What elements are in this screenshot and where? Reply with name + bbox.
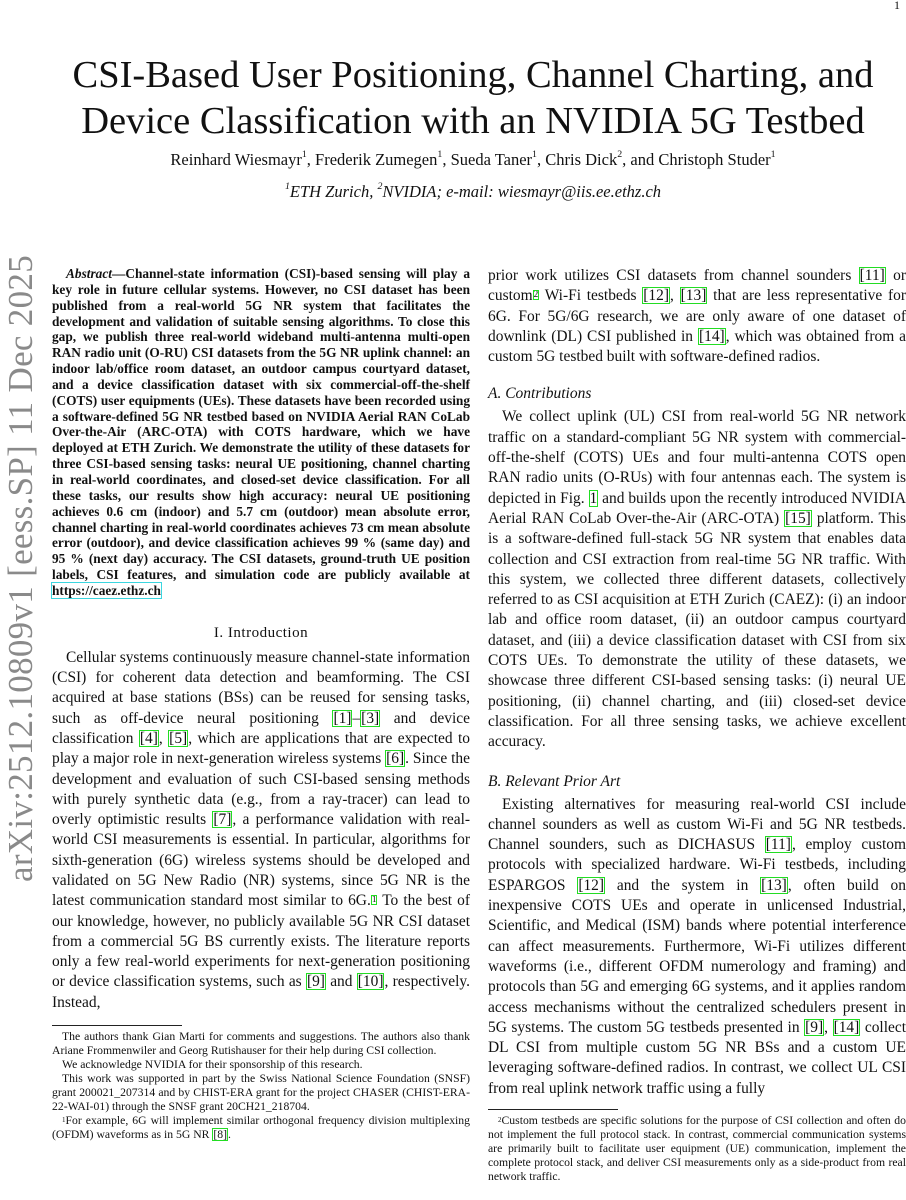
text-run: and <box>325 973 357 991</box>
title-line-2: Device Classification with an NVIDIA 5G Testbed <box>81 100 865 142</box>
text-run: or custom <box>488 267 906 305</box>
citation-link[interactable]: [4] <box>139 729 158 747</box>
citation-link[interactable]: [12] <box>578 876 605 894</box>
text-run: collect DL CSI from multiple custom 5G NR BSs and a custom UE leveraging software-defined radios. In contrast, we collect UL CSI from real uplink network traffic using a fully <box>488 1018 906 1097</box>
citation-link[interactable]: [3] <box>361 709 380 727</box>
subsection-heading-contributions: A. Contributions <box>488 385 592 403</box>
footnote-mark: 2 <box>498 1116 502 1125</box>
citation-link[interactable]: [9] <box>805 1018 824 1036</box>
text-run: We collect uplink (UL) CSI from real-world 5G NR network traffic on a standard-compliant 5G NR system with commercial-off-the-shelf (COTS) UEs and four multi-antenna COTS open RAN radio units (O-RUs) with four antennas each. The system is depicted in Fig. <box>488 408 906 507</box>
text-run: , which are applications that are expected to play a major role in next-generation wireless systems <box>52 729 470 768</box>
affil-mark: 1 <box>437 149 443 161</box>
author-4: Chris Dick <box>545 150 618 169</box>
text-run: . <box>228 1128 231 1142</box>
abstract-text: —Channel-state information (CSI)-based sensing will play a key role in future cellular systems. However, no CSI dataset has been published from a real-world 5G NR system that facilitates the development and validation of suitable sensing algorithms. To close this gap, we publish three real-world wideband multi-antenna multi-open RAN radio unit (O-RU) CSI datasets from the 5G NR uplink channel: an indoor lab/office room dataset, an outdoor campus courtyard dataset, and a device classification dataset with six commercial-off-the-shelf (COTS) user equipments (UEs). These datasets have been recorded using a software-defined 5G NR testbed based on NVIDIA Aerial RAN CoLab Over-the-Air (ARC-OTA) with COTS hardware, which we have deployed at ETH Zurich. We demonstrate the utility of these datasets for three CSI-based sensing tasks: neural UE positioning, channel charting in real-world coordinates, and closed-set device classification. For all these tasks, our results show high accuracy: neural UE positioning achieves 0.6 cm (indoor) and 5.7 cm (outdoor) mean absolute error, channel charting in real-world coordinates achieves 73 cm mean absolute error (outdoor), and device classification achieves 99 % (same day) and 95 % (next day) accuracy. The CSI datasets, ground-truth UE position labels, CSI features, and simulation code are publicly available at <box>52 266 470 583</box>
affil-mark: 2 <box>617 149 623 161</box>
footnote-1 <box>52 1114 470 1142</box>
title-line-1: CSI-Based User Positioning, Channel Charting, and <box>72 54 874 96</box>
affiliations <box>40 182 906 202</box>
text-run: Cellular systems continuously measure channel-state information (CSI) for coherent data detection and beamforming. The CSI acquired at base stations (BSs) can be reused for sensing tasks, such as off-device neural positioning <box>52 648 470 727</box>
citation-link[interactable]: [5] <box>169 729 188 747</box>
footnote-link[interactable]: 2 <box>533 290 539 301</box>
footnote-link[interactable]: 1 <box>371 895 377 906</box>
subsection-heading-prior-art: B. Relevant Prior Art <box>488 772 621 790</box>
citation-link[interactable]: [13] <box>761 876 787 894</box>
affil-mark: 1 <box>770 149 776 161</box>
citation-link[interactable]: [1] <box>333 709 352 727</box>
citation-link[interactable]: [6] <box>386 750 405 768</box>
citation-link[interactable]: [12] <box>643 287 670 305</box>
contributions-paragraph <box>488 407 906 752</box>
dataset-url-link[interactable]: https://caez.ethz.ch <box>52 582 161 598</box>
affil-mark: 1 <box>284 181 290 193</box>
footnote-2 <box>488 1114 906 1184</box>
text-run: – <box>352 709 361 727</box>
text-run: , employ custom protocols with specialized hardware. Wi-Fi testbeds, including ESPARGOS <box>488 836 906 894</box>
text-run: Wi-Fi testbeds <box>539 287 643 305</box>
page-number: 1 <box>894 0 900 12</box>
affil-mark: 2 <box>377 181 383 193</box>
text-run: . Since the development and evaluation of such CSI-based sensing methods with purely synthetic data (e.g., from a ray-tracer) can lead to overly optimistic results <box>52 750 470 829</box>
text-run: platform. This is a software-defined full-stack 5G NR system that enables data collection and CSI extraction from real-time 5G NR traffic. With this system, we collected three different datasets, collectively referred to as CSI acquisition at ETH Zurich (CAEZ): (i) an indoor lab and office room dataset, (ii) an outdoor campus courtyard dataset, and (iii) a device classification dataset with CSI from six COTS UEs. To demonstrate the utility of these datasets, we showcase three different CSI-based sensing tasks: (i) neural UE positioning, (ii) channel charting, and (iii) closed-set device classification. For all three sensing tasks, we achieve excellent accuracy. <box>488 509 906 751</box>
author-5: Christoph Studer <box>658 150 771 169</box>
arxiv-sidebar-identifier: arXiv:2512.10809v1 [eess.SP] 11 Dec 2025 <box>1 254 40 882</box>
citation-link[interactable]: [14] <box>698 327 725 345</box>
left-column <box>52 266 470 1142</box>
text-run: and builds upon the recently introduced NVIDIA Aerial RAN CoLab Over-the-Air (ARC-OTA) <box>488 489 906 527</box>
author-list: Reinhard Wiesmayr$^1$, Frederik Zumegen$^1$, Sueda Taner$^1$, Chris Dick$^2$, and Christoph Studer$^1$ <box>170 149 776 169</box>
author-1: Reinhard Wiesmayr <box>170 150 302 169</box>
intro-continuation <box>488 266 906 367</box>
citation-link[interactable]: [9] <box>306 973 325 991</box>
author-2: Frederik Zumegen <box>315 150 438 169</box>
acknowledgment-footnote: The authors thank Gian Marti for comments and suggestions. The authors also thank Ariane Frommenwiler and Georg Rutishauser for their help during CSI collection. <box>52 1030 470 1058</box>
text-run: , often build on inexpensive COTS UEs and operate in unlicensed Industrial, Scientific, and Medical (ISM) bands where potential interference can affect measurements. Furthermore, Wi-Fi utilizes different waveforms (i.e., different OFDM numerology and framing) and protocols than 5G and emerging 6G systems, and it applies random access mechanisms without the centralized schedulers present in 5G systems. The custom 5G testbeds presented in <box>488 876 906 1036</box>
text-run: and the system in <box>605 876 761 894</box>
citation-link[interactable]: [11] <box>765 836 791 854</box>
text-run: Existing alternatives for measuring real-world CSI include channel sounders as well as custom Wi-Fi and 5G NR testbeds. Channel sounders, such as DICHASUS <box>488 795 906 854</box>
text-run: , <box>670 287 680 305</box>
text-run: , which was obtained from a custom 5G testbed built with software-defined radios. <box>488 327 906 366</box>
citation-link[interactable]: [15] <box>785 509 811 527</box>
text-run: Custom testbeds are specific solutions for the purpose of CSI collection and often do not implement the full protocol stack. In contrast, commercial communication systems are primarily built to facilitate user equipment (UE) communication, implement the complete protocol stack, and deliver CSI measurements only as a side-product from real network traffic. <box>488 1113 906 1183</box>
author-3: Sueda Taner <box>450 150 533 169</box>
text-run: that are less representative for 6G. For 5G/6G research, we are only aware of one dataset of downlink (DL) CSI published in <box>488 287 906 345</box>
affiliation-nvidia: NVIDIA; e-mail: wiesmayr@iis.ee.ethz.ch <box>382 182 662 201</box>
citation-link[interactable]: [8] <box>213 1128 228 1142</box>
text-run: , a performance validation with real-world CSI measurements is essential. In particular, algorithms for sixth-generation (6G) wireless systems should be developed and validated on 5G New Radio (NR) systems, since 5G NR is the latest communication standard most similar to 6G. <box>52 811 470 910</box>
intro-paragraph <box>52 648 470 1013</box>
footnote-mark: 1 <box>62 1116 66 1125</box>
text-run: To the best of our knowledge, however, no publicly available 5G NR CSI dataset from a commercial 5G BS currently exists. The literature reports only a few real-world experiments for next-generation positioning or device classification systems, such as <box>52 892 470 991</box>
text-run: , <box>158 729 169 747</box>
text-run: prior work utilizes CSI datasets from channel sounders <box>488 267 859 284</box>
section-heading-introduction: I. Introduction <box>213 624 309 641</box>
text-run: , respectively. Instead, <box>52 973 471 1011</box>
affil-mark: 1 <box>532 149 537 161</box>
citation-link[interactable]: [14] <box>833 1018 860 1036</box>
figure-link[interactable]: 1 <box>589 489 598 507</box>
text-run: , <box>824 1018 833 1036</box>
funding-footnote: This work was supported in part by the Swiss National Science Foundation (SNSF) grant 200021_207314 and by CHIST-ERA grant for the project CHASER (CHIST-ERA-22-WAI-01) through the SNSF grant 20CH21_218704. <box>52 1072 470 1114</box>
right-column <box>488 266 906 1184</box>
affil-mark: 1 <box>301 149 307 161</box>
sponsorship-footnote: We acknowledge NVIDIA for their sponsorship of this research. <box>62 1058 363 1072</box>
citation-link[interactable]: [11] <box>859 267 885 284</box>
abstract-label: Abstract <box>66 266 112 281</box>
text-run: and device classification <box>52 709 470 747</box>
citation-link[interactable]: [10] <box>357 973 384 991</box>
paper-title <box>40 52 906 144</box>
prior-art-paragraph <box>488 795 906 1099</box>
text-run: For example, 6G will implement similar orthogonal frequency division multiplexing (OFDM) waveforms as in 5G NR <box>52 1114 470 1142</box>
citation-link[interactable]: [13] <box>680 287 707 305</box>
citation-link[interactable]: [7] <box>213 811 232 829</box>
affiliation-eth: ETH Zurich, <box>289 182 374 201</box>
abstract <box>52 266 470 599</box>
